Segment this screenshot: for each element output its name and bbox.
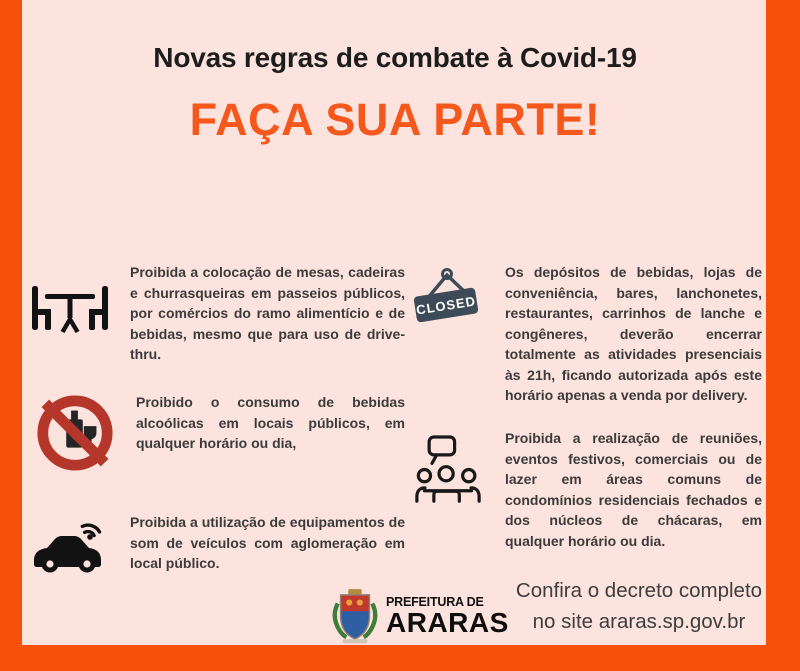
decree-note [508,576,770,638]
decree-note-line2: no site araras.sp.gov.br [532,609,746,633]
araras-coat-of-arms-icon [330,588,380,644]
closed-sign-icon [412,262,505,332]
car-sound-icon [30,512,130,583]
no-alcohol-icon [30,392,136,477]
page-subtitle: FAÇA SUA PARTE! [189,94,601,145]
closed-sign-label: CLOSED [413,287,478,322]
rule-text: Proibida a utilização de equipamentos de som de veículos com aglomeração em local público. [130,514,405,572]
logo-text [386,596,509,636]
rule-text: Proibida a realização de reuniões, eventos festivos, comerciais ou de lazer em áreas comuns de condomínios residenciais fechados e dos núcleos de chácaras, em qualquer horário ou dia. [505,430,762,549]
prefeitura-araras-logo [330,588,509,644]
rule-text: Proibida a colocação de mesas, cadeiras e churrasqueiras em passeios públicos, por comércios do ramo alimentício e de bebidas, mesmo que para uso de drive-thru. [130,264,405,363]
frame-bottom [0,645,800,671]
rule-text: Proibido o consumo de bebidas alcoólicas em locais públicos, em qualquer horário ou dia, [136,394,405,452]
rule-item-tables [30,262,405,365]
decree-note-line1: Confira o decreto completo [515,579,763,602]
rule-text: Os depósitos de bebidas, lojas de conveniência, bares, lanchonetes, restaurantes, carrinhos de lanche e congêneres, deverão encerrar totalmente as atividades presenciais às 21h, ficando autorizada após este horário apenas a venda por delivery. [505,264,762,404]
frame-left [0,0,22,671]
rule-item-alcohol [30,392,405,477]
rule-item-closing-hours [412,262,762,406]
table-and-chairs-icon [30,262,130,349]
rule-item-car-sound [30,512,405,583]
logo-line2: ARARAS [386,606,509,638]
page-title: Novas regras de combate à Covid-19 [153,42,637,73]
people-meeting-icon [412,428,505,513]
rule-item-gatherings [412,428,762,551]
frame-right [766,0,800,671]
logo-line1: PREFEITURA DE [386,594,484,609]
